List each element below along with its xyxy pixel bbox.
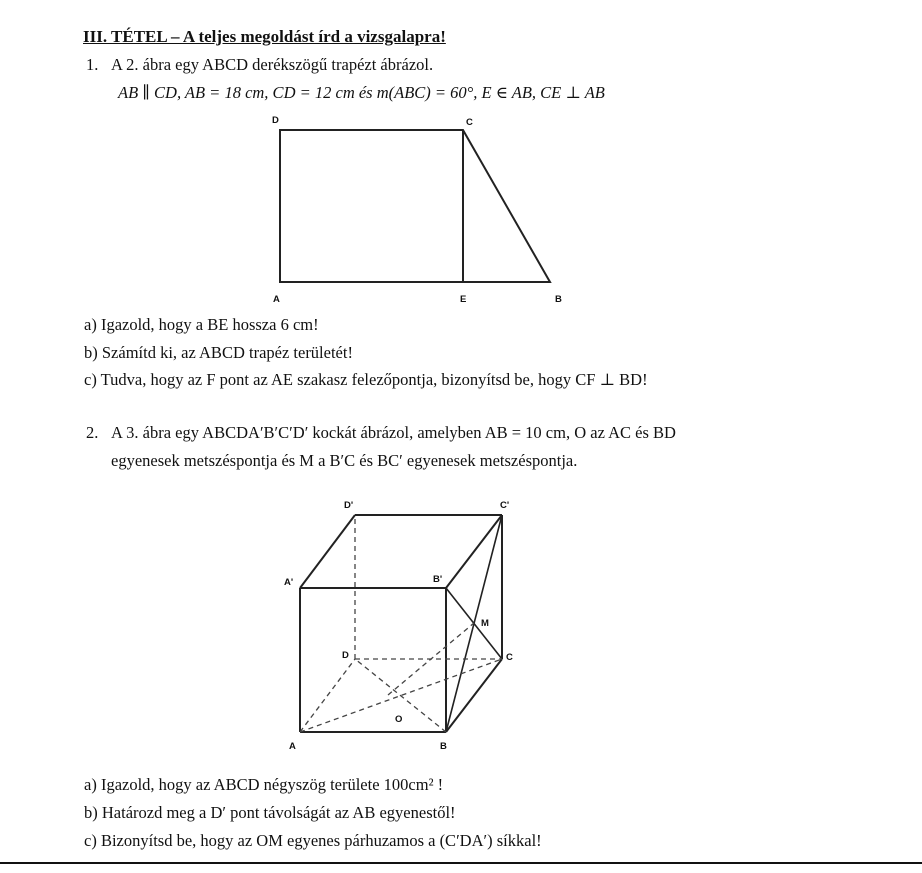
- edge-ap-dp: [300, 515, 355, 588]
- problem-2-intro-line-1: A 3. ábra egy ABCDA′B′C′D′ kockát ábrázol, amelyben AB = 10 cm, O az AC és BD: [111, 423, 676, 442]
- bottom-rule: [0, 862, 922, 864]
- label-a: A: [289, 741, 296, 752]
- problem-2-number: 2.: [86, 423, 99, 442]
- label-m: M: [481, 618, 489, 629]
- problem-1-task-b: b) Számítd ki, az ABCD trapéz területét!: [84, 343, 353, 362]
- section-title: III. TÉTEL – A teljes megoldást írd a vizsgalapra!: [83, 27, 446, 46]
- label-d-prime: D': [344, 500, 354, 511]
- edge-bp-cp: [446, 515, 502, 588]
- label-c: C: [506, 652, 513, 663]
- label-o: O: [395, 714, 403, 725]
- label-a-prime: A': [284, 577, 294, 588]
- label-c-prime: C': [500, 500, 510, 511]
- label-b-prime: B': [433, 574, 443, 585]
- problem-1-task-c: c) Tudva, hogy az F pont az AE szakasz felezőpontja, bizonyítsd be, hogy CF ⊥ BD!: [84, 370, 648, 389]
- trapezoid-shape: [280, 130, 550, 282]
- label-c: C: [466, 117, 473, 128]
- problem-2-task-b: b) Határozd meg a D′ pont távolságát az AB egyenestől!: [84, 803, 456, 822]
- label-b: B: [440, 741, 447, 752]
- problem-1-given: AB ∥ CD, AB = 18 cm, CD = 12 cm és m(ABC) = 60°, E ∈ AB, CE ⊥ AB: [118, 83, 605, 102]
- problem-1-number: 1.: [86, 55, 99, 74]
- problem-2-task-a: a) Igazold, hogy az ABCD négyszög területe 100cm² !: [84, 775, 444, 794]
- problem-1-intro: A 2. ábra egy ABCD derékszögű trapézt ábrázol.: [111, 55, 434, 74]
- problem-2-intro-line-2: egyenesek metszéspontja és M a B′C és BC′ egyenesek metszéspontja.: [111, 451, 578, 470]
- label-d: D: [272, 115, 279, 126]
- cube-figure: [280, 492, 530, 760]
- label-b: B: [555, 294, 562, 305]
- problem-2-task-c: c) Bizonyítsd be, hogy az OM egyenes párhuzamos a (C′DA′) síkkal!: [84, 831, 542, 850]
- hidden-edge-a-d: [300, 659, 355, 732]
- label-d: D: [342, 650, 349, 661]
- label-a: A: [273, 294, 280, 305]
- problem-1-task-a: a) Igazold, hogy a BE hossza 6 cm!: [84, 315, 319, 334]
- trapezoid-figure: [260, 112, 580, 308]
- edge-b-c: [446, 659, 502, 732]
- label-e: E: [460, 294, 467, 305]
